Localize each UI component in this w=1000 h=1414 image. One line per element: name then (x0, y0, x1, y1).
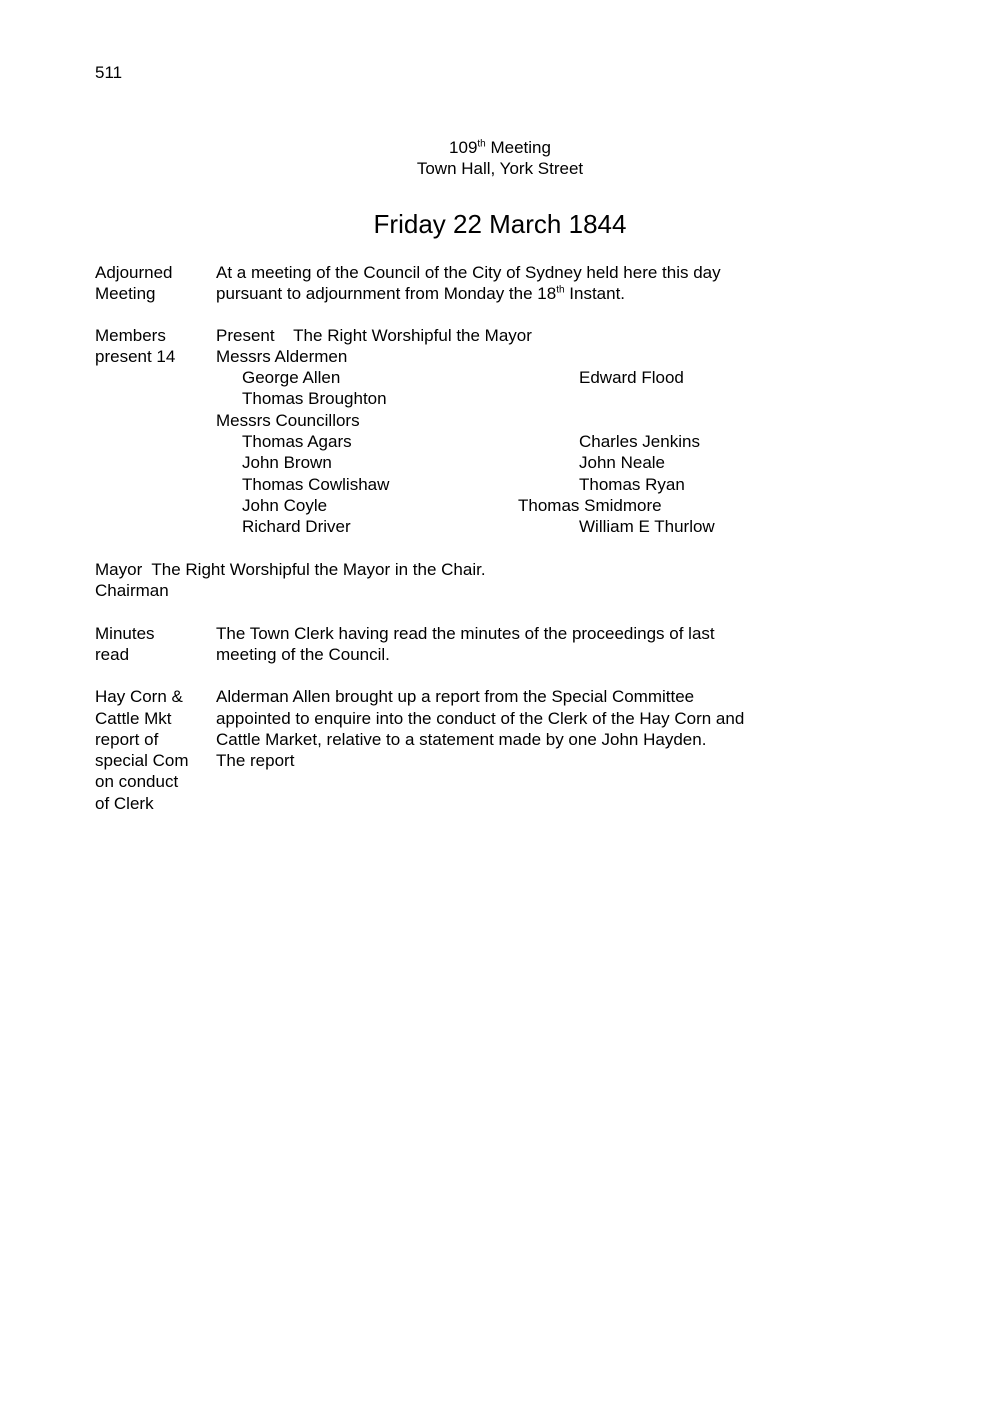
councillor-name: John Coyle (242, 496, 328, 515)
margin-note-members-1: Members (95, 326, 166, 345)
margin-note-haycorn: on conduct (95, 772, 179, 791)
chairman-line: Mayor The Right Worshipful the Mayor in the Chair. (95, 560, 486, 579)
margin-note-minutes-1: Minutes (95, 624, 155, 643)
councillor-name: Thomas Ryan (579, 475, 685, 494)
alderman-name: George Allen (242, 368, 341, 387)
councillor-name: Richard Driver (242, 517, 351, 536)
margin-note-chairman: Chairman (95, 581, 169, 600)
councillor-name: Thomas Smidmore (518, 496, 662, 515)
margin-note-minutes-2: read (95, 645, 130, 664)
present-line: Present The Right Worshipful the Mayor (216, 326, 532, 345)
margin-note-haycorn: report of (95, 730, 159, 749)
councillor-name: John Brown (242, 453, 332, 472)
haycorn-text-line: appointed to enquire into the conduct of the Clerk of the Hay Corn and (216, 709, 745, 728)
haycorn-text-line: Cattle Market, relative to a statement made by one John Hayden. (216, 730, 707, 749)
margin-note-haycorn: Cattle Mkt (95, 709, 172, 728)
adjourned-text-line-1: At a meeting of the Council of the City of Sydney held here this day (216, 263, 721, 282)
margin-note-members-2: present 14 (95, 347, 176, 366)
margin-note-adjourned-1: Adjourned (95, 263, 173, 282)
adjourned-text-line-2: pursuant to adjournment from Monday the 18th Instant. (216, 284, 626, 303)
councillor-name: Thomas Agars (242, 432, 352, 451)
councillor-name: Charles Jenkins (579, 432, 700, 451)
councillor-name: John Neale (579, 453, 666, 472)
margin-note-haycorn: of Clerk (95, 794, 154, 813)
alderman-name: Thomas Broughton (242, 389, 387, 408)
alderman-name: Edward Flood (579, 368, 684, 387)
councillor-name: William E Thurlow (579, 517, 715, 536)
haycorn-text-line: The report (216, 751, 295, 770)
margin-note-haycorn: special Com (95, 751, 189, 770)
meeting-number: 109th Meeting (449, 138, 551, 157)
meeting-venue: Town Hall, York Street (416, 159, 584, 178)
meeting-date: Friday 22 March 1844 (373, 209, 627, 239)
councillors-heading: Messrs Councillors (216, 411, 360, 430)
margin-note-haycorn: Hay Corn & (95, 687, 183, 706)
haycorn-text-line: Alderman Allen brought up a report from the Special Committee (216, 687, 695, 706)
minutes-text-line: The Town Clerk having read the minutes of the proceedings of last (216, 624, 715, 643)
minutes-text-line: meeting of the Council. (216, 645, 390, 664)
margin-note-adjourned-2: Meeting (95, 284, 156, 303)
aldermen-heading: Messrs Aldermen (216, 347, 348, 366)
page-number: 511 (95, 63, 123, 82)
councillor-name: Thomas Cowlishaw (242, 475, 390, 494)
